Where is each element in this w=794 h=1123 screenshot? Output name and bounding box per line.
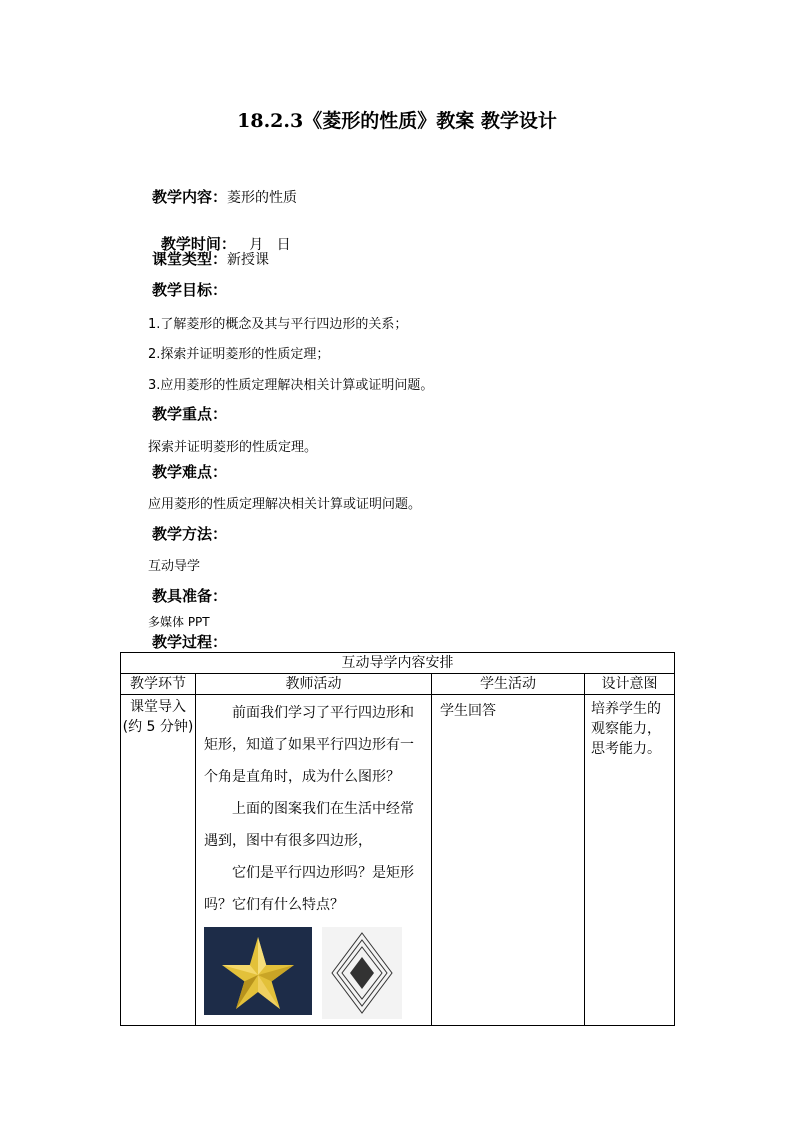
student-text: 学生回答: [440, 703, 496, 719]
time-value: 月 日: [235, 237, 291, 253]
nested-diamond-image: [322, 927, 402, 1019]
document-title: 18.2.3《菱形的性质》教案 教学设计: [237, 110, 557, 132]
method-label: 教学方法：: [152, 525, 228, 543]
type-field: [152, 248, 269, 269]
cell-teacher: [196, 695, 432, 1026]
goal-item-1: 1.了解菱形的概念及其与平行四边形的关系；: [148, 317, 408, 332]
key-point-text: 探索并证明菱形的性质定理。: [148, 440, 318, 455]
header-student: 学生活动: [432, 674, 585, 695]
tools-label: 教具准备：: [152, 587, 228, 605]
time-label: 教学时间：: [160, 235, 236, 253]
tools-text: 多媒体 PPT: [148, 615, 210, 629]
table-caption: 互动导学内容安排: [121, 653, 675, 674]
cell-student: [432, 695, 585, 1026]
cell-stage: [121, 695, 196, 1026]
type-label: 课堂类型：: [152, 250, 228, 268]
lesson-table: [120, 652, 675, 1026]
gold-star-image: [204, 927, 312, 1015]
cell-intent: [585, 695, 675, 1026]
stage-text: 课堂导入(约 5 分钟): [122, 699, 194, 735]
teacher-paragraph-3: 它们是平行四边形吗？是矩形吗？它们有什么特点？: [204, 865, 414, 913]
goal-item-2: 2.探索并证明菱形的性质定理；: [148, 347, 330, 362]
header-teacher: 教师活动: [196, 674, 432, 695]
process-label: 教学过程：: [152, 633, 228, 651]
table-row: [121, 695, 675, 1026]
content-label: 教学内容：: [152, 188, 228, 206]
teacher-paragraph-2: 上面的图案我们在生活中经常遇到，图中有很多四边形，: [204, 801, 414, 849]
content-value: 菱形的性质: [227, 190, 298, 206]
goals-label: 教学目标：: [152, 281, 228, 299]
key-point-label: 教学重点：: [152, 405, 228, 423]
header-intent: 设计意图: [585, 674, 675, 695]
type-value: 新授课: [227, 252, 270, 268]
teacher-paragraph-1: 前面我们学习了平行四边形和矩形，知道了如果平行四边形有一个角是直角时，成为什么图形？: [204, 705, 414, 785]
content-field: [152, 186, 297, 207]
intent-text: 培养学生的观察能力，思考能力。: [591, 701, 661, 757]
header-stage: 教学环节: [121, 674, 196, 695]
difficulty-text: 应用菱形的性质定理解决相关计算或证明问题。: [148, 497, 422, 512]
difficulty-label: 教学难点：: [152, 463, 228, 481]
method-text: 互动导学: [148, 559, 201, 574]
intro-images: [204, 927, 425, 1019]
goal-item-3: 3.应用菱形的性质定理解决相关计算或证明问题。: [148, 378, 434, 393]
